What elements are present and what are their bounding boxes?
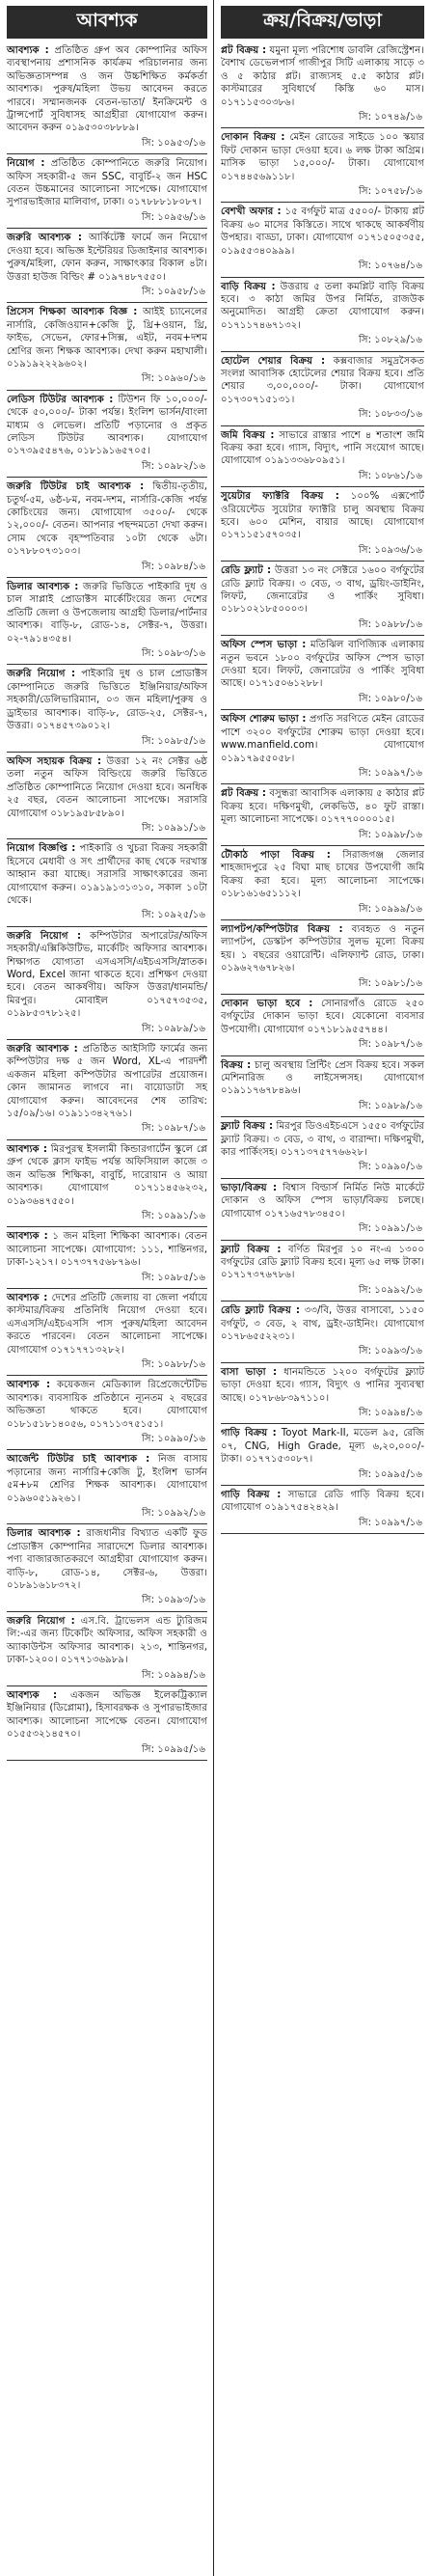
ad-separator bbox=[221, 1178, 424, 1179]
ad-separator bbox=[7, 1139, 207, 1140]
ad-heading: হোটেল শেয়ার বিক্রয় : bbox=[221, 355, 326, 367]
ad-text: সাভারে রাস্তার পাশে ৪ শতাংশ জমি বিক্রয় করা হবে। গ্যাস, বিদ্যুৎ, পানি সংযোগ আছে। যোগাযোগ ০১৯১৩৩৬৮০৯৫১। bbox=[221, 429, 424, 467]
ad-heading: ডিলার আবশ্যক : bbox=[7, 582, 79, 593]
classified-ad bbox=[7, 157, 207, 229]
ad-reference-code: সি: ১০৯৯৯/১৬ bbox=[358, 903, 422, 915]
ad-reference-code: সি: ১০৯৮৭/১৬ bbox=[141, 1123, 205, 1135]
ad-reference-code: সি: ১০৯৯০/১৬ bbox=[141, 1434, 205, 1444]
ad-separator bbox=[221, 919, 424, 920]
ad-heading: প্রিসেস শিক্ষকা আবশ্যক বিজ্ঞ : bbox=[7, 307, 138, 318]
ad-text: পাইকারি দুধ ও চাল প্রোডাক্টস কোম্পানিতে জরুরি ভিত্তিতে ইঞ্জিনিয়ার/অফিস সহকারী/ডেলিভারিম্যান, ০৩ জন মহিলা/পুরুষ ও ড্রাইভার আবশ্যক। বাড়ি-৮, রোড-২৫, সেক্টর-৭, উত্তরা। ০১৭৪৫৭৩৯০১২। bbox=[7, 669, 207, 732]
ad-body bbox=[7, 1453, 207, 1505]
ad-separator bbox=[7, 1685, 207, 1686]
ad-heading: অফিস শোরুম ভাড়া : bbox=[221, 714, 307, 726]
ad-separator bbox=[7, 1611, 207, 1612]
ad-heading: গাড়ি বিক্রয় : bbox=[221, 1428, 277, 1439]
ad-body bbox=[221, 1366, 424, 1405]
ad-separator bbox=[221, 635, 424, 636]
ad-heading: জরুরি টিউটর চাই আবশ্যক : bbox=[7, 481, 145, 493]
ad-body bbox=[7, 842, 207, 907]
classified-ad bbox=[221, 355, 424, 426]
ad-text: প্রতিষ্ঠিত কোম্পানিতে জরুরি নিয়োগ। অফিস সহকারী-৫ জন SSC, বাবুর্চি-২ জন HSC বেতন উচ্চমানের আলোচনা সাপেক্ষে। যোগাযোগ সুপারভাইজার মালিবাগ, ঢাকা। ০১৭৮৮৮১৮০৮৭। bbox=[7, 158, 208, 208]
ad-text: উত্তরায় ৫ তলা কমপ্লিট বাড়ি বিক্রয় হবে। ৩ কাঠা জমির উপর নির্মিত, রাজউক অনুমোদিত। আগ্রহী ক্রেতা যোগাযোগ করুন। ০১৭১১৭৪৬৭১৩২। bbox=[221, 281, 424, 331]
ad-text: সাভারে রেডি গাড়ি বিক্রয় হবে। যোগাযোগ ০১৯১৭৫৪২৪২৯। bbox=[221, 1490, 424, 1514]
ad-heading: বেশখী অফার : bbox=[221, 206, 282, 218]
ad-body bbox=[221, 355, 424, 407]
ad-text: কয়েকজন মেডিক্যাল রিপ্রেজেন্টেটিভ আবশ্যক। ব্যবসায়িক প্রতিষ্ঠানে ন্যূনতম ২ বছরের অভিজ্ঞতা থাকতে হবে। যোগাযোগ ০১৮১৫১৮১৪০৫৬, ০১৭১১৩৭৫১৫১। bbox=[7, 1380, 207, 1430]
ad-separator bbox=[221, 1423, 424, 1424]
ad-reference-code: সি: ১০৯৮৩/১৬ bbox=[141, 648, 205, 660]
ad-heading: দোকান ভাড়া হবে : bbox=[221, 999, 313, 1009]
ad-text: বসুন্ধরা আবাসিক এলাকায় ৫ কাঠার প্লট বিক্রয় হবে। দক্ষিণমুখী, লেকভিউ, ৪০ ফুট রাস্তা। মূল্য আলোচনা সাপেক্ষে। ০১৭৭৭০০০০১৫। bbox=[221, 788, 425, 826]
ad-separator bbox=[7, 1039, 207, 1040]
ad-heading: আবশ্যক : bbox=[7, 1292, 48, 1303]
column-buy-sell-rent bbox=[218, 0, 427, 2576]
ad-separator bbox=[221, 351, 424, 352]
ad-text: বিশ্বাস বিল্ডার্স নির্মিত নিউ মার্কেটে দোকান ও অফিস স্পেস ভাড়া/বিক্রয় চলছে। যোগাযোগ ০১৭১৬৫৭৮৩৪৫০। bbox=[221, 1182, 424, 1219]
ad-separator bbox=[221, 1116, 424, 1117]
classified-ad bbox=[221, 923, 424, 995]
ad-separator bbox=[7, 1288, 207, 1289]
ad-separator bbox=[7, 1760, 207, 1761]
ad-body bbox=[7, 1527, 207, 1592]
classified-ad bbox=[221, 1120, 424, 1179]
ad-text: ১৫ বর্গফুট মাত্র ৫৫০০/- টাকায় প্লট বিক্রয় ৬০ মাসের কিস্তিতে। সাথে থাকছে আকর্ষণীয় উপহার। বাড্ডা, ঢাকা। যোগাযোগ ০১৭১৫০৫৩৫৫, ০১৯৫৫৩৪০৯৯৯। bbox=[221, 206, 424, 257]
ad-heading: রেডি ফ্ল্যাট বিক্রয় : bbox=[221, 1305, 300, 1317]
ad-text: ১০০% এক্সপোর্ট ওরিয়েন্টেড সুয়েটার ফ্যাক্টরি চালু অবস্থায় বিক্রয় হবে। ৬০০ মেশিন, বায়ার আছে। যোগাযোগ ০১৭১১৫১৫৭০৩৫। bbox=[221, 491, 424, 541]
classified-ad bbox=[221, 639, 424, 710]
ad-reference-code: সি: ১০৯৯৩/১৬ bbox=[358, 1346, 422, 1357]
ad-reference-code: সি: ১০৯৫৬/১৬ bbox=[141, 211, 205, 223]
ad-body bbox=[221, 713, 424, 765]
classified-ad bbox=[7, 581, 207, 665]
ad-reference-code: সি: ১০৯৯৩/১৬ bbox=[141, 1595, 205, 1606]
ad-reference-code: সি: ১০৯৮৭/১৬ bbox=[358, 1039, 422, 1051]
ad-reference-code: সি: ১০৯৯১/১৬ bbox=[358, 1223, 422, 1235]
ad-separator bbox=[7, 302, 207, 303]
ad-body bbox=[221, 44, 424, 109]
ad-body bbox=[221, 998, 424, 1036]
column-wanted bbox=[4, 0, 210, 2576]
ad-text: ১ জন মহিলা শিক্ষিকা আবশ্যক। বেতন আলোচনা সাপেক্ষে। যোগাযোগ: ১১১, শান্তিনগর, ঢাকা-১২১৭। ০১৭৩৭৭৫৬৮৭৯৬। bbox=[7, 1231, 207, 1269]
ad-text: সোনারগাঁও রোডে ২৫০ বর্গফুটের দোকান ভাড়া হবে। যেকোনো ব্যবসার উপযোগী। যোগাযোগ ০১৭১৮১৯৫৫৭৪৪। bbox=[221, 999, 424, 1035]
ad-separator bbox=[221, 1055, 424, 1056]
ad-heading: জরুরি নিয়োগ : bbox=[7, 1615, 75, 1627]
ad-text: চালু অবস্থায় প্রিন্টিং প্রেস বিক্রয় হবে। সকল মেশিনারিজ ও লাইসেন্সসহ। যোগাযোগ ০১৯১১৭৬৭৮৪৯৬। bbox=[221, 1059, 424, 1097]
ad-separator bbox=[221, 127, 424, 128]
ad-body bbox=[7, 755, 207, 820]
ad-reference-code: সি: ১০৮২৯/১৬ bbox=[358, 335, 422, 346]
ad-heading: নিয়োগ বিজ্ঞপ্তি : bbox=[7, 843, 76, 855]
ad-heading: আবশ্যক : bbox=[7, 45, 49, 56]
ad-reference-code: সি: ১০৯২৫/১৬ bbox=[141, 910, 205, 921]
ad-text: আইই চ্যানেলের নার্সারি, কেজিওয়ান+কেজি টু, থ্রি+ওয়ান, থ্রি, ফাইভ, সেভেন, ফোর+সিক্স, এইট, নবম+দশম শ্রেণির জন্য শিক্ষক আবশ্যক। দেখা করুন মহাখালী। ০১৯১৯২২২৯৬০২। bbox=[7, 307, 207, 370]
ad-reference-code: সি: ১০৯৯৪/১৬ bbox=[141, 1669, 205, 1681]
classified-ad bbox=[7, 930, 207, 1040]
ad-text: যমুনা মূল্য পরিশোধ ডাবলি রেজিস্ট্রেশন। বৈশাখ ডেভেলপার্স গাজীপুর সিটি এলাকায় সাড়ে ৩ ও ৫ কাঠার প্লট। রাজ্যসহ ৫.৫ কাঠার প্লট। কাস্টমারের সুবিধার্থে কিস্তি ৬০ মাস। ০১৭১১৫৩০৩৮৬। bbox=[221, 45, 424, 108]
classified-ad bbox=[7, 394, 207, 478]
ad-separator bbox=[7, 752, 207, 753]
ad-reference-code: সি: ১০৮৬১/১৬ bbox=[358, 470, 422, 481]
ad-body bbox=[221, 1427, 424, 1466]
classified-ad bbox=[221, 281, 424, 352]
classified-ad bbox=[7, 1615, 207, 1686]
ad-text: সিরাজগঞ্জ জেলার শাহজাদপুরে ২৫ বিঘা মাছ চাষের উপযোগী জমি বিক্রয় করা হবে। মূল্য আলোচনা সাপেক্ষে। ০১৮১৬১৬৫১১১২। bbox=[221, 849, 424, 900]
classified-ad bbox=[7, 306, 207, 390]
ad-text: পাইকারি ও খুচরা বিক্রয় সহকারী হিসেবে মেধাবী ও সৎ প্রার্থীদের কাছ থেকে দরখাস্ত আহ্বান করা যাচ্ছে। সরাসরি সাক্ষাৎকারের জন্য যোগাযোগ করুন। ০১৯১৯১৩১৩১০, সকাল ১০টা থেকে। bbox=[7, 843, 207, 906]
ad-body bbox=[221, 490, 424, 542]
ad-reference-code: সি: ১০৯৮২/১৬ bbox=[141, 460, 205, 472]
classified-ad bbox=[7, 1043, 207, 1140]
ad-separator bbox=[7, 838, 207, 839]
ad-body bbox=[221, 131, 424, 183]
ad-heading: দোকান বিক্রয় : bbox=[221, 132, 285, 144]
ad-heading: জরুরি নিয়োগ : bbox=[7, 930, 82, 942]
ad-separator bbox=[7, 1375, 207, 1376]
classified-ad bbox=[7, 1292, 207, 1376]
ad-heading: আবশ্যক : bbox=[7, 1231, 48, 1243]
ad-heading: ফ্ল্যাট বিক্রয় : bbox=[221, 1244, 282, 1255]
ad-separator bbox=[221, 277, 424, 278]
ad-heading: রেডি ফ্ল্যাট : bbox=[221, 565, 272, 577]
column-header-wanted: আবশ্যক bbox=[7, 6, 207, 39]
ad-body bbox=[7, 394, 207, 458]
classified-ad bbox=[7, 1379, 207, 1450]
ad-separator bbox=[221, 486, 424, 487]
ad-reference-code: সি: ১০৭৫৮/১৬ bbox=[358, 186, 422, 198]
ad-text: জরুরি ভিত্তিতে পাইকারি দুধ ও চাল সাপ্লাই প্রোডাক্টস মার্কেটিংয়ের জন্য দেশের প্রতিটি জেলা ও উপজেলায় আগ্রহী ডিলার/পার্টনার আবশ্যক। বাড়ি-৮, রোড-১৪, সেক্টর-৭, উত্তরা। ০২-৭৯১৪৩৫৪। bbox=[7, 582, 207, 644]
classified-ad bbox=[7, 755, 207, 839]
ad-body bbox=[221, 1182, 424, 1220]
ad-reference-code: সি: ১০৯৫৮/১৬ bbox=[141, 286, 205, 297]
ad-heading: নিয়োগ : bbox=[7, 158, 45, 170]
ad-separator bbox=[7, 1523, 207, 1524]
ad-reference-code: সি: ১০৭৬৪/১৬ bbox=[358, 260, 422, 272]
ad-separator bbox=[7, 664, 207, 665]
ad-separator bbox=[221, 425, 424, 426]
ad-heading: বাড়ি বিক্রয় : bbox=[221, 281, 276, 292]
ad-separator bbox=[221, 1485, 424, 1486]
ad-text: Toyot Mark-II, মডেল ৯৫, রেজি ০৭, CNG, High Grade, মূল্য ৬,২০,০০০/- টাকা। ০১৭৭১৫৩০৮৭। bbox=[221, 1428, 424, 1466]
ad-heading: টৌকাঠ পাড়া বিক্রয় : bbox=[221, 849, 331, 861]
ad-body bbox=[7, 44, 207, 135]
ad-reference-code: সি: ১০৯৮৫/১৬ bbox=[141, 735, 205, 747]
ad-heading: জরুরি আবশ্যক : bbox=[7, 233, 82, 244]
classified-ad bbox=[221, 1489, 424, 1534]
ad-body bbox=[7, 930, 207, 1021]
ad-body bbox=[221, 1244, 424, 1282]
ad-separator bbox=[221, 1240, 424, 1241]
ad-reference-code: সি: ১০৯৯৫/১৬ bbox=[141, 1743, 205, 1755]
ad-reference-code: সি: ১০৯৯৭/১৬ bbox=[358, 767, 422, 779]
ad-reference-code: সি: ১০৯৯০/১৬ bbox=[358, 1162, 422, 1173]
ad-separator bbox=[221, 561, 424, 562]
ad-heading: প্লট বিক্রয় : bbox=[221, 45, 267, 56]
ad-separator bbox=[7, 1449, 207, 1450]
ad-body bbox=[221, 787, 424, 826]
ad-separator bbox=[7, 1226, 207, 1227]
ad-body bbox=[7, 480, 207, 558]
ad-heading: আর্জেন্ট টিউটর চাই আবশ্যক : bbox=[7, 1454, 150, 1466]
ad-heading: অফিস সহায়ক বিক্রয় : bbox=[7, 755, 102, 767]
ad-text: মতিঝিল বাণিজ্যিক এলাকায় নতুন ভবনে ১৮০০ বর্গফুটের অফিস স্পেস ভাড়া দেওয়া হবে। লিফট, জেনারেটর ও পার্কিং সুবিধা আছে। ০১৭১৫০৬১২৮৮। bbox=[221, 640, 424, 690]
ad-text: প্রতিষ্ঠিত গ্রুপ অব কোম্পানির অফিস ব্যবস্থাপনায় প্রশাসনিক কার্যক্রম পরিচালনার জন্য অভিজ্ঞতাসম্পন্ন ও জন উচ্চশিক্ষিত কর্মকর্তা আবশ্যক। পুরুষ/মহিলা উভয় আবেদন করতে পারবে। সম্মানজনক বেতন-ভাতা/ ইনক্রিমেন্ট ও ট্রান্সপোর্ট সুবিধাসহ আগ্রহীরা যোগাযোগ করুন। আবেদন করুন ০১৯৫৩০৩৮৮৮৯। bbox=[7, 45, 207, 134]
classified-ad bbox=[221, 713, 424, 784]
classified-ad bbox=[7, 1453, 207, 1524]
ad-body bbox=[7, 1230, 207, 1269]
ad-text: কম্পিউটার অপারেটর/অফিস সহকারী/এক্সিকিউটিভ, মার্কেটিং অফিসার আবশ্যক। শিক্ষাগত যোগ্যতা এসএসসি/এইচএসসি/স্নাতক। Word, Excel জানা থাকতে হবে। প্রশিক্ষণ দেওয়া হবে। বেতন আকর্ষণীয়। অফিস উত্তরা/ধানমন্ডি/মিরপুর। মোবাইল ০১৭৫৭৩৫৩৫, ০১৯৮৫৩৭৮১২৫। bbox=[7, 930, 207, 1020]
column-header-buy-sell-rent: ক্রয়/বিক্রয়/ভাড়া bbox=[221, 6, 424, 39]
ad-heading: ভাড়া/বিক্রয় : bbox=[221, 1182, 278, 1193]
ad-body bbox=[221, 849, 424, 901]
ad-text: মেইন রোডের সাইডে ১০০ স্কয়ার ফিট দোকান ভাড়া দেওয়া হবে। ৬ লক্ষ টাকা অগ্রিম। মাসিক ভাড়া ১৫,০০০/- টাকা। যোগাযোগ ০১৭৪৪৫৬৯১১৮। bbox=[221, 132, 425, 182]
ad-reference-code: সি: ১০৯৮৯/১৬ bbox=[141, 1023, 205, 1034]
ad-reference-code: সি: ১০৯৩৬/১৬ bbox=[358, 544, 422, 556]
ad-body bbox=[7, 1143, 207, 1208]
ad-heading: জরুরি নিয়োগ : bbox=[7, 669, 76, 680]
ad-body bbox=[221, 1489, 424, 1515]
ad-body bbox=[221, 1304, 424, 1343]
classified-ad bbox=[7, 668, 207, 752]
ad-heading: আবশ্যক : bbox=[7, 1380, 51, 1391]
ad-separator bbox=[221, 1362, 424, 1363]
ad-body bbox=[221, 1120, 424, 1159]
classified-ad bbox=[221, 1059, 424, 1118]
classified-ad bbox=[221, 1427, 424, 1486]
ad-heading: অফিস স্পেস ভাড়া : bbox=[221, 640, 307, 651]
classified-ad bbox=[221, 787, 424, 846]
ad-separator bbox=[221, 1533, 424, 1534]
ad-reference-code: সি: ১০৯৯২/১৬ bbox=[358, 1284, 422, 1296]
classified-ad bbox=[221, 206, 424, 277]
ad-text: বর্ণিত মিরপুর ১০ নং-এ ১৩০০ বর্গফুটের রেডি ফ্ল্যাট বিক্রয় হবে। মূল্য ৬৫ লক্ষ টাকা। ০১৭১৭৩৭৬৭৮৬। bbox=[221, 1244, 424, 1281]
classified-ad bbox=[7, 842, 207, 926]
ad-reference-code: সি: ১০৯৮৪/১৬ bbox=[141, 561, 205, 572]
ad-separator bbox=[221, 1301, 424, 1302]
classified-ad bbox=[7, 1143, 207, 1227]
ad-heading: জরুরি আবশ্যক : bbox=[7, 1044, 78, 1055]
ad-reference-code: সি: ১০৯৫৩/১৬ bbox=[141, 137, 205, 149]
column-divider bbox=[213, 0, 214, 2576]
classified-ad bbox=[7, 1230, 207, 1289]
ad-heading: সুয়েটার ফ্যাক্টরি বিক্রয় : bbox=[221, 491, 339, 503]
ad-reference-code: সি: ১০৯৮৫/১৬ bbox=[141, 1272, 205, 1283]
ad-reference-code: সি: ১০৯৯৭/১৬ bbox=[358, 1517, 422, 1528]
ad-reference-code: সি: ১০৯৯১/১৬ bbox=[141, 1210, 205, 1221]
classified-ad bbox=[221, 1366, 424, 1425]
ad-separator bbox=[7, 228, 207, 229]
ad-text: উত্তরা ১২ নং সেক্টর ৬ষ্ঠ তলা নতুন অফিস বিল্ডিংয়ে জরুরি ভিত্তিতে প্রতিষ্ঠিত কোম্পানিতে নিয়োগ দেওয়া হবে। অনধিক ২৫ বছর, বেতন আলোচনা সাপেক্ষে। সরাসরি যোগাযোগ ০১৮১৯৫৮৫৮৯০। bbox=[7, 755, 207, 819]
ad-text: প্রতিষ্ঠিত আইসিটি ফার্মের জন্য কম্পিউটার দক্ষ ৫ জন Word, XL-এ পারদর্শী একজন মহিলা কম্পিউটার অপারেটর প্রয়োজন। কোন জামানত লাগবে না। বায়োডাটা সহ যোগাযোগ করুন। আবেদনের শেষ তারিখ: ১৫/০৯/১৬। ০১৯১১৩৪২৭৬১। bbox=[7, 1044, 207, 1120]
ad-separator bbox=[7, 153, 207, 154]
ad-body bbox=[7, 1379, 207, 1431]
classified-ad bbox=[7, 44, 207, 154]
ad-text: একজন অভিজ্ঞ ইলেকট্রিক্যাল ইঞ্জিনিয়ার (ডিপ্লোমা), হিসাবরক্ষক ও সুপারভাইজার আবশ্যক। আলোচনা সাপেক্ষে বেতন। যোগাযোগ ০১৫৫৩২১৪৫৭০। bbox=[7, 1689, 207, 1740]
ad-reference-code: সি: ১০৯৯৮/১৬ bbox=[358, 829, 422, 840]
ad-heading: জমি বিক্রয় : bbox=[221, 429, 275, 441]
ad-text: দেশের প্রতিটি জেলায় বা জেলা পর্যায়ে কাস্টমার/বিক্রয় প্রতিনিধি নিয়োগ দেওয়া হবে। এসএসসি/এইচএসসি পাস পুরুষ/মহিলা আবেদন করতে পারবেন। বেতন আলোচনা সাপেক্ষে। যোগাযোগ ০১৭১৭৭১৩২৮২। bbox=[7, 1292, 207, 1356]
ad-body bbox=[7, 668, 207, 732]
ad-text: আর্কিটেক্ট ফার্মে জন নিয়োগ দেওয়া হবে। অভিজ্ঞ ইন্টেরিয়র ডিজাইনার আবশ্যক। পুরুষ/মহিলা, ফোন করুন, সাক্ষাৎকার বিকাল ৪টা। উত্তরা হাউজ বিল্ডিং # ০১৯৭৪৮৭৫৫০। bbox=[7, 233, 207, 283]
ad-heading: লেডিস টিউটর আবশ্যক : bbox=[7, 394, 114, 405]
ad-body bbox=[221, 639, 424, 691]
ad-reference-code: সি: ১০৯৮৮/১৬ bbox=[141, 1358, 205, 1370]
ad-body bbox=[221, 281, 424, 333]
ad-heading: গাড়ি বিক্রয় : bbox=[221, 1490, 282, 1500]
ad-body bbox=[7, 157, 207, 209]
ad-separator bbox=[221, 783, 424, 784]
ad-heading: ল্যাপটপ/কম্পিউটার বিক্রয় : bbox=[221, 923, 343, 935]
ad-text: টিউশন ফি ১০,০০০/- থেকে ৫০,০০০/- টাকা পর্যন্ত। ইংলিশ ভার্সন/বাংলা মাধ্যম ও লেভেল। প্রতিটি পড়ানোর ও প্রকৃত লেডিস টিউটর আবশ্যক। যোগাযোগ ০১৭৩৯৫৫৪৭৬, ০১৮১৯১৬৫৭০৫। bbox=[7, 394, 207, 457]
ad-reference-code: সি: ১০৯৯১/১৬ bbox=[141, 822, 205, 834]
ad-body bbox=[7, 1615, 207, 1667]
classified-ad bbox=[7, 1527, 207, 1611]
classified-ad bbox=[7, 1689, 207, 1761]
ad-reference-code: সি: ১০৭৪৯/১৬ bbox=[358, 112, 422, 123]
ad-list-buy-sell-rent bbox=[221, 44, 424, 1534]
ad-body bbox=[7, 1689, 207, 1741]
ad-reference-code: সি: ১০৯৯২/১৬ bbox=[141, 1508, 205, 1520]
ad-reference-code: সি: ১০৯৮৮/১৬ bbox=[358, 618, 422, 630]
classified-ad bbox=[221, 1182, 424, 1241]
ad-text: মিরপুর ডিওএইচএসে ১৫৫০ বর্গফুটের ফ্ল্যাট বিক্রয়। ৩ বেড, ৩ বাথ, ৩ বারান্দা। দক্ষিণমুখী, কার পার্কিংসহ। ০১৭১৩৭৫৭৭৬৬২৮। bbox=[221, 1121, 424, 1159]
classified-ad bbox=[221, 998, 424, 1056]
ad-reference-code: সি: ১০৮৩৩/১৬ bbox=[358, 409, 422, 421]
ad-text: উত্তরা ১৩ নং সেক্টরে ১৬০০ বর্গফুটের রেডি ফ্ল্যাট বিক্রয়। ৩ বেড, ৩ বাথ, ড্রয়িং-ডাইনিং, লিফট, জেনারেটর ও পার্কিং সুবিধা। ০১৮১০২১৮৫০০০৩। bbox=[221, 565, 424, 616]
ad-text: প্রগতি সরণিতে মেইন রোডের পাশে ৩২০০ বর্গফুটের শোরুম ভাড়া দেওয়া হবে। www.manfield.com। যোগাযোগ ০১৯১৭৯৫৫০৫৮। bbox=[221, 714, 424, 764]
ad-separator bbox=[7, 926, 207, 927]
ad-text: ধানমন্ডিতে ১২০০ বর্গফুটের ফ্ল্যাট ভাড়া দেওয়া হবে। গ্যাস, বিদ্যুৎ ও পানির সুব্যবস্থা আছে। ০১৭৮৬৮৩৯৭১১০। bbox=[221, 1366, 424, 1404]
classified-ad bbox=[221, 131, 424, 203]
ad-body bbox=[7, 232, 207, 284]
classified-ad bbox=[7, 232, 207, 303]
ad-reference-code: সি: ১০৯৮৯/১৬ bbox=[358, 1100, 422, 1111]
ad-separator bbox=[7, 390, 207, 391]
ad-body bbox=[221, 1059, 424, 1098]
ad-heading: আবশ্যক : bbox=[7, 1143, 47, 1155]
ad-text: এস.বি. ট্রাভেলস এন্ড ট্যুরিজম লি:-এর জন্য টিকেটিং অফিসার, অফিস সহকারী ও অ্যাকাউন্টস অফিসার আবশ্যক। ২১৩, শান্তিনগর, ঢাকা-১২০০। ০১৭৭১৩৬৯৮৯। bbox=[7, 1615, 207, 1666]
classified-ad bbox=[221, 44, 424, 128]
ad-separator bbox=[221, 709, 424, 710]
ad-text: দ্বিতীয়-তৃতীয়, চতুর্থ-৫ম, ৬ষ্ঠ-৮ম, নবম-দশম, নার্সারি-কেজি পর্যন্ত কোচিংয়ের জন্য। যোগাযোগ ৩৫০০/- থেকে ১২,০০০/- বেতন। আপনার পছন্দমতো দেখা করুন। সোম থেকে বৃহস্পতিবার ১০টা থেকে ৬টা। ০১৭৮৮০৭৩১০৩। bbox=[7, 481, 207, 558]
ad-separator bbox=[221, 845, 424, 846]
ad-body bbox=[221, 923, 424, 975]
ad-text: কক্সবাজার সমুদ্রসৈকত সংলগ্ন আবাসিক হোটেলের শেয়ার বিক্রয় হবে। প্রতি শেয়ার ৩,০০,০০০/- টাকা। যোগাযোগ ০১৭৩০৭১৫১৩১। bbox=[221, 355, 424, 405]
ad-text: মিরপুরস্থ ইসলামী কিন্ডারগার্টেন স্কুলে প্লে গ্রুপ থেকে ক্লাস ফাইভ পর্যন্ত অফিসিয়াল কাজে ৩ জন অভিজ্ঞ শিক্ষিকা, বাবুর্চি, দারোয়ান ও আয়া আবশ্যক। যোগাযোগ ০১৭১১৪৫৬২৩২, ০১৯৩৬৪৭৫৫০। bbox=[7, 1143, 207, 1207]
ad-body bbox=[7, 1292, 207, 1357]
ad-body bbox=[221, 429, 424, 468]
ad-text: ৩৩/বি, উত্তর বাসাবো, ১১৫০ বর্গফুট, ৩ বেড, ২ বাথ, ড্রইং-ডাইনিং। যোগাযোগ ০১৭৮৬৫৫২২৩১। bbox=[221, 1305, 424, 1342]
ad-separator bbox=[7, 577, 207, 578]
classified-ad bbox=[7, 480, 207, 578]
classified-ad bbox=[221, 564, 424, 636]
ad-reference-code: সি: ১০৯৯৪/১৬ bbox=[358, 1407, 422, 1418]
ad-reference-code: সি: ১০৯৯৫/১৬ bbox=[358, 1468, 422, 1480]
ad-heading: ডিলার আবশ্যক : bbox=[7, 1528, 81, 1540]
classified-ad bbox=[221, 1304, 424, 1363]
classified-ad bbox=[221, 1244, 424, 1302]
ad-separator bbox=[221, 994, 424, 995]
ad-list-wanted bbox=[7, 44, 207, 1761]
ad-heading: বিক্রয় : bbox=[221, 1059, 252, 1071]
classified-ad bbox=[221, 490, 424, 562]
ad-body bbox=[7, 581, 207, 645]
ad-heading: আবশ্যক : bbox=[7, 1689, 58, 1701]
ad-text: নিজ বাসায় পড়ানোর জন্য নার্সারি+কেজি টু, ইংলিশ ভার্সন ৫ম+৮ম শ্রেণির শিক্ষক আবশ্যক। যোগাযোগ ০১৯৬০৫১৯২৬১। bbox=[7, 1454, 207, 1504]
ad-separator bbox=[7, 477, 207, 478]
ad-separator bbox=[221, 202, 424, 203]
ad-heading: ফ্ল্যাট বিক্রয় : bbox=[221, 1121, 274, 1133]
ad-text: রাজধানীর বিখ্যাত একটি ফুড প্রোডাক্টস কোম্পানির সারাদেশে ডিলার আবশ্যক। পণ্য বাজারজাতকরণে আগ্রহীরা যোগাযোগ করুন। বাড়ি-৮, রোড-১৪, সেক্টর-৬, উত্তরা। ০১৮৯১৬১৮৩৭২। bbox=[7, 1528, 207, 1592]
ad-text: ব্যবহৃত ও নতুন ল্যাপটপ, ডেস্কটপ কম্পিউটার সুলভ মূল্যে বিক্রয় হয়। ১ বছরের ওয়ারেন্টি। এলিফ্যান্ট রোড, ঢাকা। ০১৯৬২৭৬৭৮২৬। bbox=[221, 923, 424, 974]
ad-reference-code: সি: ১০৯৮১/১৬ bbox=[358, 977, 422, 989]
ad-body bbox=[7, 1043, 207, 1120]
ad-reference-code: সি: ১০৯৮০/১৬ bbox=[358, 693, 422, 704]
ad-body bbox=[221, 564, 424, 617]
ad-heading: বাসা ভাড়া : bbox=[221, 1366, 278, 1378]
ad-heading: প্লট বিক্রয় : bbox=[221, 788, 267, 800]
ad-reference-code: সি: ১০৯৬০/১৬ bbox=[141, 373, 205, 385]
classified-ad bbox=[221, 429, 424, 488]
ad-body bbox=[221, 206, 424, 258]
classified-ad bbox=[221, 849, 424, 920]
ad-body bbox=[7, 306, 207, 370]
